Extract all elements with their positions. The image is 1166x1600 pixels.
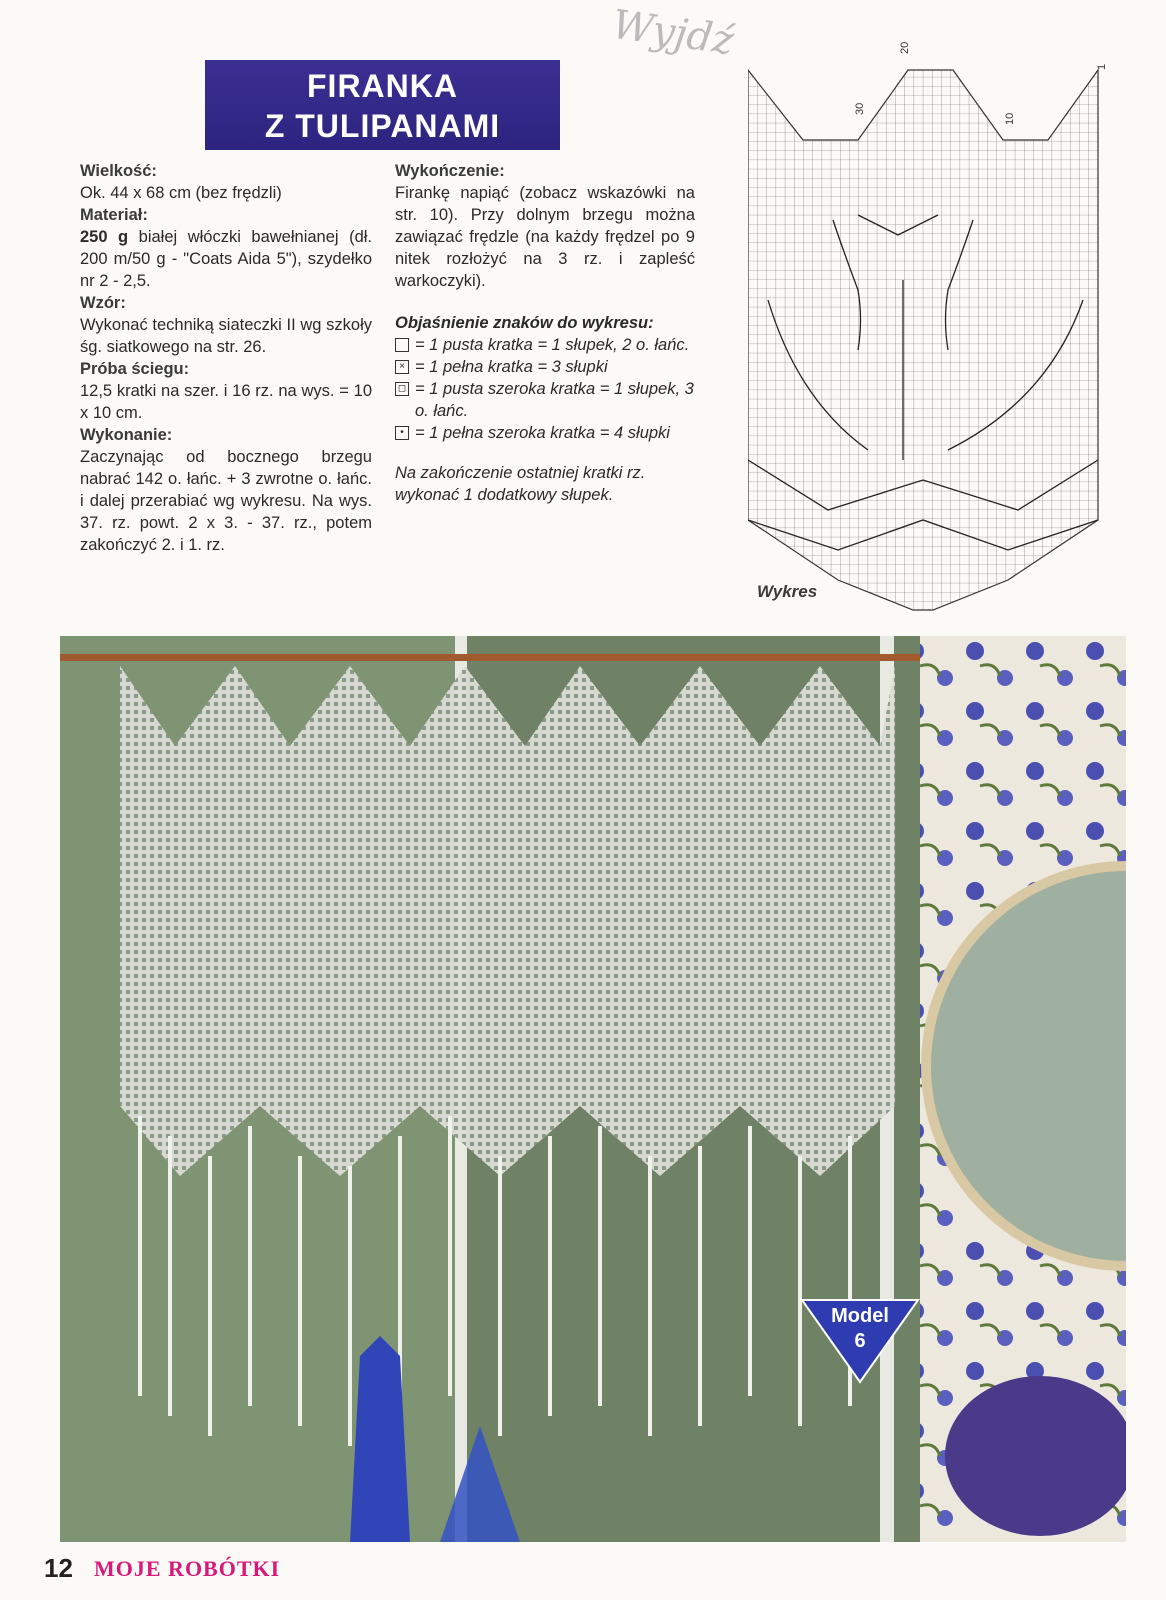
- legend-text: = 1 pełna kratka = 3 słupki: [415, 358, 608, 376]
- pattern-heading: Wzór:: [80, 294, 126, 312]
- final-note: Na zakończenie ostatniej kratki rz. wykonać 1 dodatkowy słupek.: [395, 464, 646, 504]
- magazine-logo: MOJE ROBÓTKI: [94, 1556, 281, 1581]
- legend-item: [395, 334, 695, 356]
- curtain-rod: [60, 654, 920, 661]
- instructions-mid-column: [395, 160, 695, 506]
- badge-label: Model: [831, 1305, 889, 1327]
- empty-square-icon: [395, 338, 409, 352]
- title-line-1: FIRANKA: [307, 68, 458, 104]
- badge-number: 6: [854, 1330, 866, 1352]
- legend-title: Objaśnienie znaków do wykresu:: [395, 314, 654, 332]
- curtain-photo: [60, 636, 1126, 1542]
- size-heading: Wielkość:: [80, 162, 157, 180]
- legend-item: [395, 422, 695, 444]
- legend-text: = 1 pusta kratka = 1 słupek, 2 o. łańc.: [415, 336, 690, 354]
- finish-text: Firankę napiąć (zobacz wskazówki na str. 10). Przy dolnym brzegu można zawiązać frędzle (na każdy frędzel po 9 nitek rozłożyć na 3 rz. i zapleść warkoczyki).: [395, 184, 695, 290]
- gauge-text: 12,5 kratki na szer. i 16 rz. na wys. = 10 x 10 cm.: [80, 382, 372, 422]
- title-line-2: Z TULIPANAMI: [264, 108, 501, 144]
- execution-heading: Wykonanie:: [80, 426, 173, 444]
- cross-square-icon: ×: [395, 360, 409, 374]
- material-weight: 250 g: [80, 228, 129, 246]
- handwritten-signature: Wyjdź: [609, 1, 737, 65]
- material-paragraph: [80, 226, 372, 292]
- row-label-1: 1: [1096, 63, 1108, 70]
- gauge-heading: Próba ściegu:: [80, 360, 190, 378]
- execution-text: Zaczynając od bocznego brzegu nabrać 142 o. łańc. + 3 zwrotne o. łańc. i dalej przerabiać wg wykresu. Na wys. 37. rz. powt. 2 x 3. - 37. rz., potem zakończyć 2. i 1. rz.: [80, 448, 372, 554]
- pattern-text: Wykonać techniką siateczki II wg szkoły śg. siatkowego na str. 26.: [80, 316, 372, 356]
- chart-grid-shape: [748, 70, 1098, 610]
- size-text: Ok. 44 x 68 cm (bez frędzli): [80, 184, 282, 202]
- crochet-chart: [748, 40, 1133, 620]
- legend-text: = 1 pełna szeroka kratka = 4 słupki: [415, 424, 670, 442]
- finish-heading: Wykończenie:: [395, 162, 505, 180]
- row-label-20: 20: [899, 41, 911, 54]
- row-label-10: 10: [1004, 112, 1016, 125]
- row-label-30: 30: [854, 102, 866, 115]
- material-heading: Materiał:: [80, 206, 148, 224]
- wide-empty-square-icon: ◻: [395, 382, 409, 396]
- chart-caption: Wykres: [757, 582, 818, 601]
- crochet-curtain: [120, 666, 895, 1176]
- legend-item: [395, 356, 695, 378]
- legend-text: = 1 pusta szeroka kratka = 1 słupek, 3 o. łańc.: [415, 380, 694, 420]
- instructions-left-column: [80, 160, 372, 556]
- legend-item: [395, 378, 695, 422]
- page-number: 12: [44, 1553, 73, 1583]
- page-title: [205, 60, 560, 150]
- material-text: białej włóczki bawełnianej (dł. 200 m/50 g - "Coats Aida 5"), szydełko nr 2 - 2,5.: [80, 228, 372, 290]
- wide-filled-square-icon: •: [395, 426, 409, 440]
